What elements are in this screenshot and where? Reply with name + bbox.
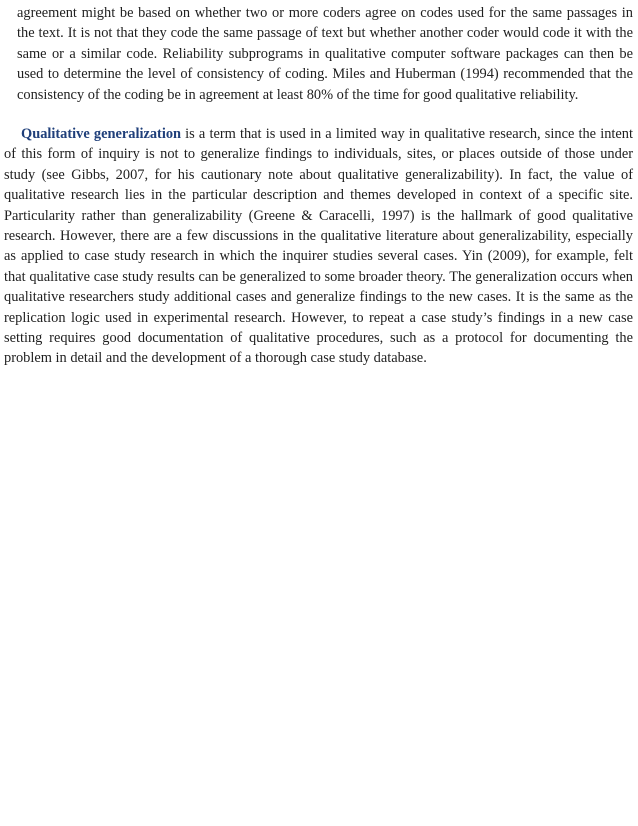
generalization-paragraph-body: is a term that is used in a limited way in qualitative research, since the intent of this form of inquiry is not to generalize findings to individuals, sites, or places outside of those under study (see Gibbs, 2007, for his cautionary note about qualitative generalizability). In fact, the value of qualitative research lies in the particular description and themes developed in context of a specific site. Particularity rather than generalizability (Greene & Caracelli, 1997) is the hallmark of good qualitative research. However, there are a few discussions in the qualitative literature about generalizability, especially as applied to case study research in which the inquirer studies several cases. Yin (2009), for example, felt that qualitative case study results can be generalized to some broader theory. The generalization occurs when qualitative researchers study additional cases and generalize findings to the new cases. It is the same as the replication logic used in experimental research. However, to repeat a case study’s findings in a new case setting requires good documentation of qualitative procedures, such as a protocol for documenting the problem in detail and the development of a thorough case study database. bbox=[4, 126, 633, 367]
key-term-qualitative-generalization: Qualitative generalization bbox=[21, 126, 182, 142]
reliability-paragraph: agreement might be based on whether two or more coders agree on codes used for the same passages in the text. It is not that they code the same passage of text but whether another coder would code it with the same or a similar code. Reliability subprograms in qualitative computer software packages can then be used to determine the level of consistency of coding. Miles and Huberman (1994) recommended that the consistency of the coding be in agreement at least 80% of the time for good qualitative reliability. bbox=[17, 5, 633, 103]
generalization-paragraph bbox=[4, 124, 633, 369]
